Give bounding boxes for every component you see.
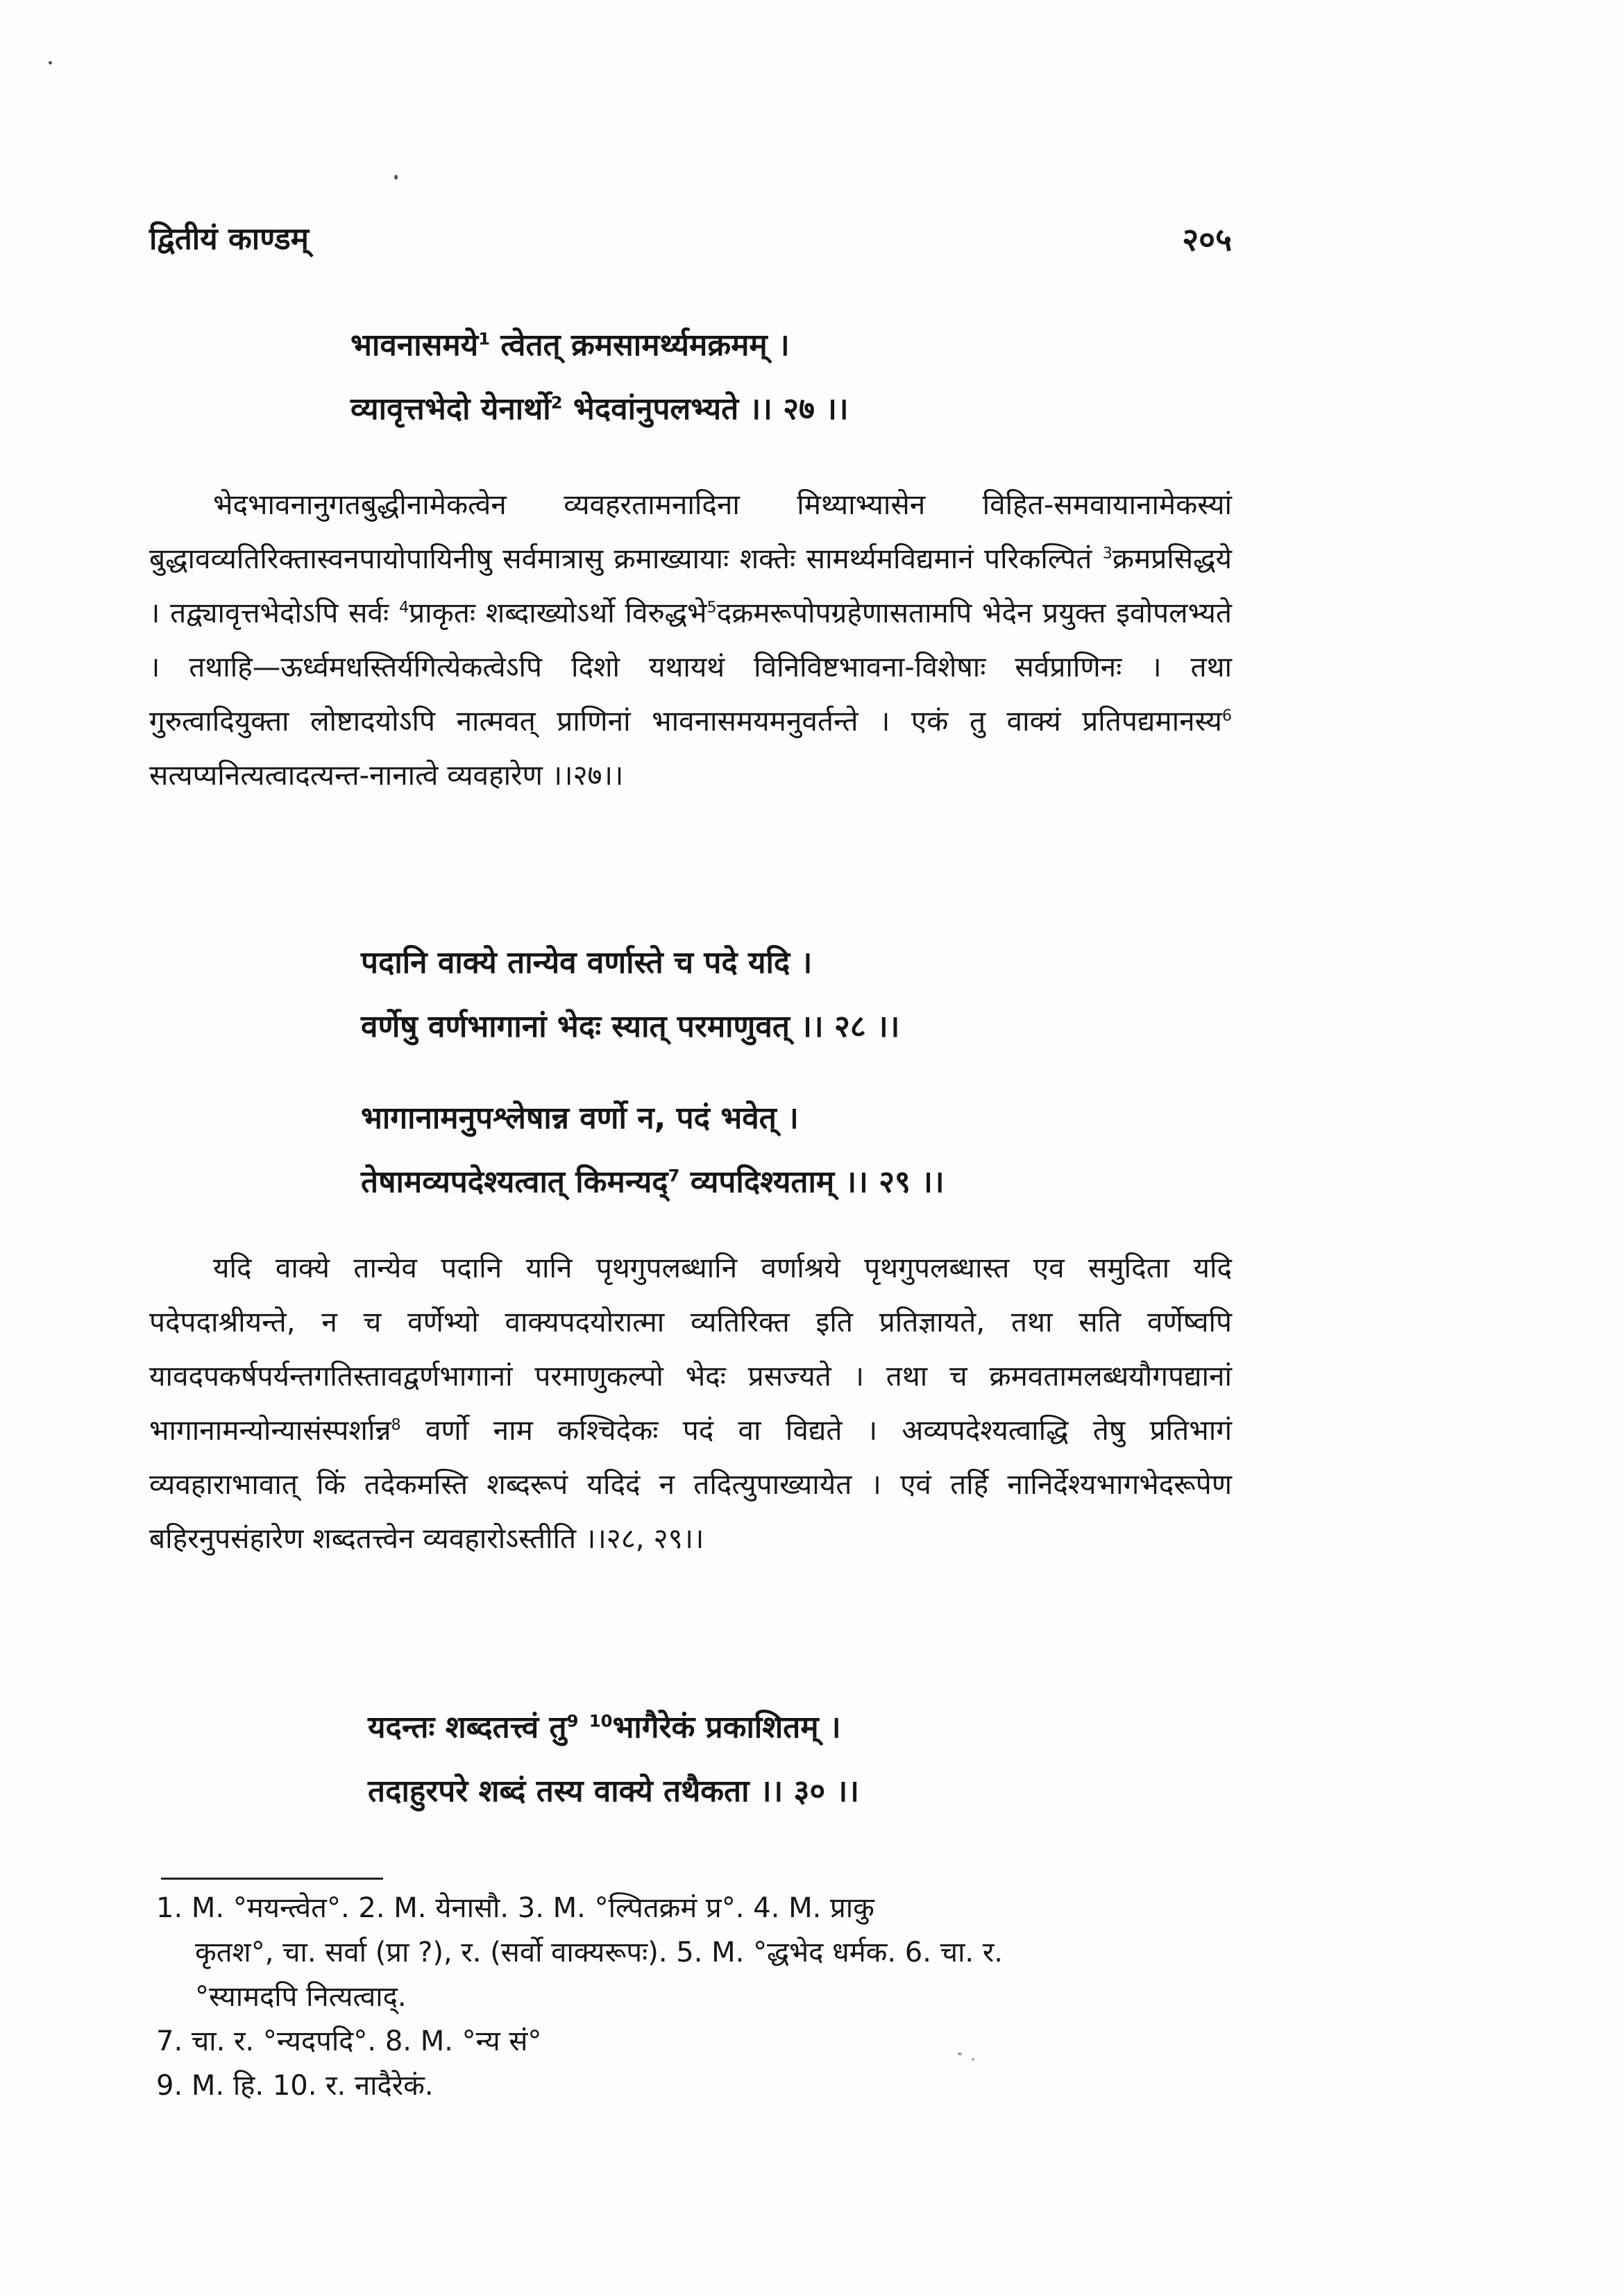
commentary-27 [149, 477, 1232, 802]
footnote-marker: 4 [398, 598, 409, 617]
footnote-marker: 6 [1221, 706, 1232, 725]
footnote-marker: 7 [668, 1166, 680, 1186]
commentary-paragraph: भेदभावनानुगतबुद्धीनामेकत्वेन व्यवहरतामनादिना मिथ्याभ्यासेन विहित-समवायानामेकस्यां बुद्धावव्यतिरिक्तास्वनपायोपायिनीषु सर्वमात्रासु क्रमाख्यायाः शक्तेः सामर्थ्यमविद्यमानं परिकल्पितं $^3$क्रमप्रसिद्धये । तद्व्यावृत्तभेदोऽपि सर्वः $^4$प्राकृतः शब्दाख्योऽर्थो विरुद्धभे$^5$दक्रमरूपोपग्रहेणासतामपि भेदेन प्रयुक्त इवोपलभ्यते । तथाहि—ऊर्ध्वमधस्तिर्यगित्येकत्वेऽपि दिशो यथायथं विनिविष्टभावना-विशेषाः सर्वप्राणिनः । तथा गुरुत्वादियुक्ता लोष्टादयोऽपि नात्मवत् प्राणिनां भावनासमयमनुवर्तन्ते । एकं तु वाक्यं प्रतिपद्यमानस्य$^6$ सत्यप्यनित्यत्वादत्यन्त-नानात्वे व्यवहारेण ।।२७।। [149, 488, 1232, 792]
verse-line: व्यावृत्तभेदो येनार्थो$^2$ भेदवांनुपलभ्यते ।। २७ ।। [350, 391, 849, 427]
footnote-marker: 3 [1102, 544, 1113, 563]
footnotes [156, 1886, 1239, 2108]
footnote-marker: 8 [391, 1415, 401, 1434]
scan-speck [394, 175, 398, 180]
verse-line: पदानि वाक्ये तान्येव वर्णास्ते च पदे यदि । [361, 945, 813, 980]
footnote-line: 1. M. °मयन्त्वेत°. 2. M. येनासौ. 3. M. °ल्पितक्रमं प्र°. 4. M. प्राकु [156, 1892, 874, 1924]
scan-speck [49, 61, 52, 65]
verse-line: यदन्तः शब्दतत्त्वं तु$^9$ $^{10}$भागैरेकं प्रकाशितम् । [368, 1710, 841, 1745]
footnote-line: 9. M. हि. 10. र. नादैरेकं. [156, 2070, 434, 2102]
verse-line: वर्णेषु वर्णभागानां भेदः स्यात् परमाणुवत् ।। २८ ।। [361, 1009, 900, 1044]
footnote-line: कृतश°, चा. सर्वा (प्रा ?), र. (सर्वो वाक्यरूपः). 5. M. °द्धभेद धर्मक. 6. चा. र. [195, 1937, 1003, 1968]
page-number: २०५ [1182, 221, 1232, 258]
running-header [149, 212, 1232, 267]
footnote-rule [161, 1878, 383, 1880]
chapter-title: द्वितीयं काण्डम् [149, 221, 309, 257]
footnote-line: 7. चा. र. °न्यदपदि°. 8. M. °न्य सं° [156, 2025, 542, 2057]
footnote-marker: 2 [550, 393, 563, 413]
verse-line: भावनासमये$^1$ त्वेतत् क्रमसामर्थ्यमक्रमम् । [350, 328, 790, 363]
commentary-paragraph: यदि वाक्ये तान्येव पदानि यानि पृथगुपलब्धानि वर्णाश्रये पृथगुपलब्धास्त एव समुदिता यदि पदेपदाश्रीयन्ते, न च वर्णेभ्यो वाक्यपदयोरात्मा व्यतिरिक्त इति प्रतिज्ञायते, तथा सति वर्णेष्वपि यावदपकर्षपर्यन्तगतिस्तावद्वर्णभागानां परमाणुकल्पो भेदः प्रसज्यते । तथा च क्रमवतामलब्धयौगपद्यानां भागानामन्योन्यासंस्पर्शान्न$^8$ वर्णो नाम कश्चिदेकः पदं वा विद्यते । अव्यपदेश्यत्वाद्धि तेषु प्रतिभागं व्यवहाराभावात् किं तदेकमस्ति शब्दरूपं यदिदं न तदित्युपाख्यायेत । एवं तर्हि नानिर्देश्यभागभेदरूपेण बहिरनुपसंहारेण शब्दतत्त्वेन व्यवहारोऽस्तीति ।।२८, २९।। [149, 1251, 1232, 1555]
verse-line: तेषामव्यपदेश्यत्वात् किमन्यद्$^7$ व्यपदिश्यताम् ।। २९ ।। [361, 1164, 945, 1200]
verse-line: तदाहुरपरे शब्दं तस्य वाक्ये तथैकता ।। ३० ।। [368, 1774, 859, 1809]
verse-29 [361, 1087, 945, 1214]
footnote-marker: 9 [566, 1711, 579, 1731]
verse-28 [361, 931, 899, 1059]
verse-30 [368, 1696, 859, 1823]
footnote-line: °स्यामदपि नित्यत्वाद्. [195, 1981, 407, 2013]
footnote-marker: 1 [478, 329, 491, 349]
footnote-marker: 10 [589, 1711, 613, 1731]
verse-line: भागानामनुपश्लेषान्न वर्णो न, पदं भवेत् । [361, 1100, 799, 1136]
footnote-marker: 5 [707, 598, 717, 617]
commentary-28-29 [149, 1241, 1232, 1565]
verse-27 [350, 314, 849, 441]
